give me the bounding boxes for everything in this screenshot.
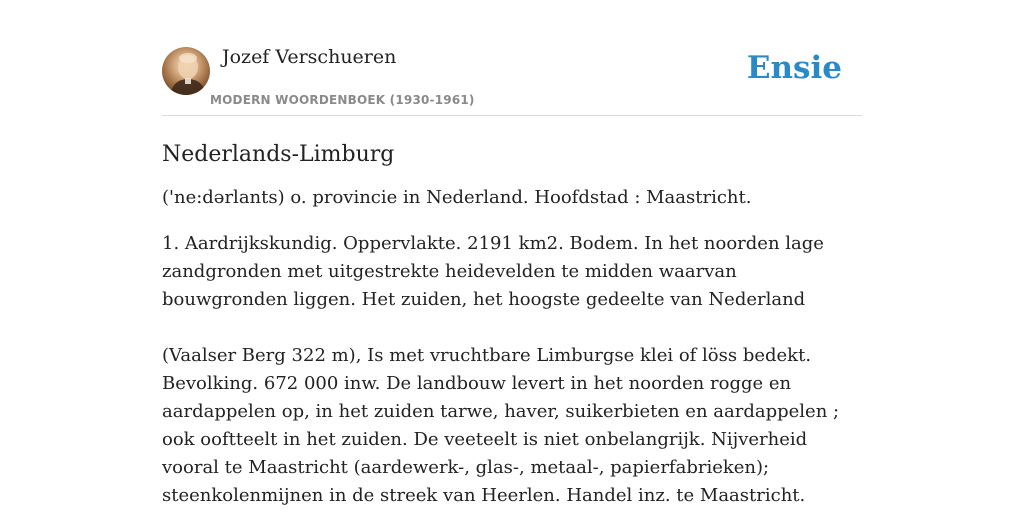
author-avatar[interactable] xyxy=(162,47,210,95)
author-name[interactable]: Jozef Verschueren xyxy=(222,46,397,68)
entry-pronunciation: ('ne:dərlants) o. provincie in Nederland. Hoofdstad : Maastricht. xyxy=(162,187,752,208)
entry-title: Nederlands-Limburg xyxy=(162,142,395,167)
entry-paragraph-1: 1. Aardrijkskundig. Oppervlakte. 2191 km2. Bodem. In het noorden lage zandgronden met uitgestrekte heidevelden te midden waarvan bouwgronden liggen. Het zuiden, het hoogste gedeelte van Nederland xyxy=(162,233,824,310)
source-name[interactable]: MODERN WOORDENBOEK (1930-1961) xyxy=(210,93,475,107)
entry-paragraph-2: (Vaalser Berg 322 m), Is met vruchtbare Limburgse klei of löss bedekt. Bevolking. 672 000 inw. De landbouw levert in het noorden rogge en aardappelen op, in het zuiden tarwe, haver, suikerbieten en aardappelen ; ook ooftteelt in het zuiden. De veeteelt is niet onbelangrijk. Nijverheid vooral te Maastricht (aardewerk-, glas-, metaal-, papierfabrieken); steenkolenmijnen in de streek van Heerlen. Handel inz. te Maastricht. xyxy=(162,345,840,506)
entry-content xyxy=(162,138,862,510)
portrait-icon xyxy=(162,47,210,95)
header xyxy=(162,0,862,116)
ensie-logo[interactable]: Ensie xyxy=(746,50,842,86)
